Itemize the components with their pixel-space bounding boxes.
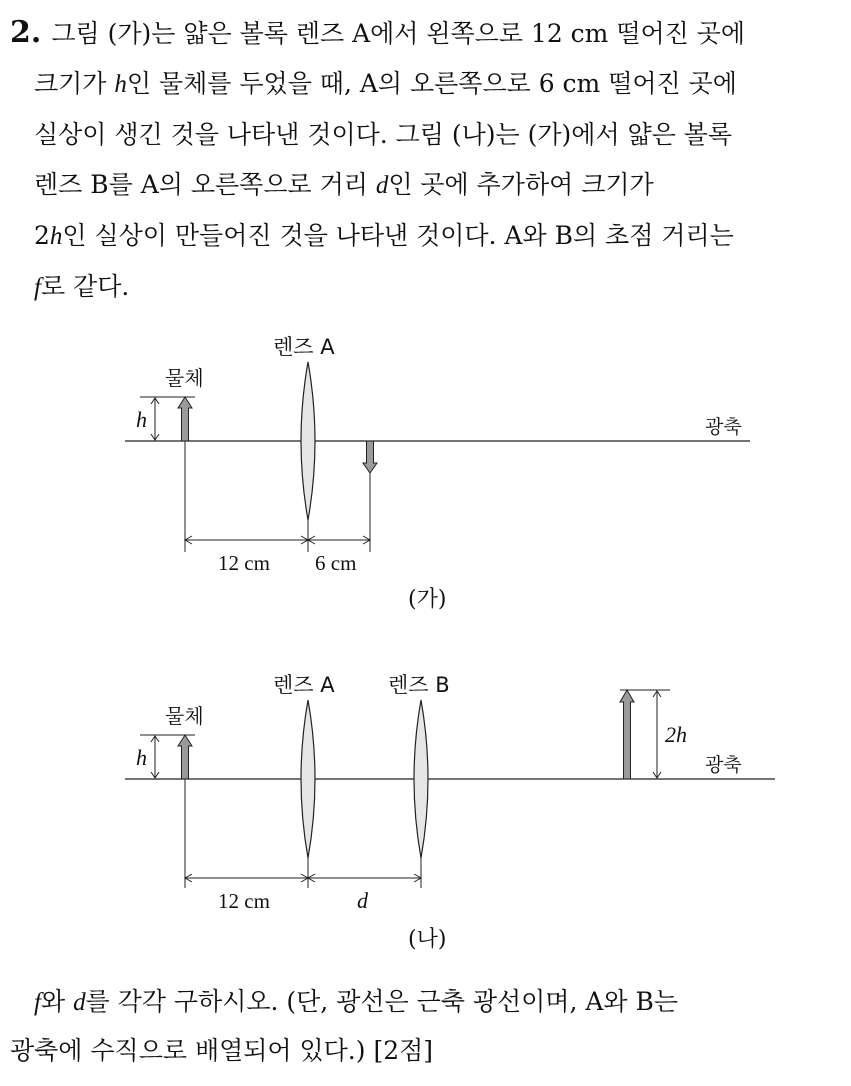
dim-label-12cm: 12 cm (218, 889, 270, 913)
dim-label-d: d (357, 888, 368, 913)
caption-ga: (가) (408, 587, 447, 612)
problem-number: 2. (10, 15, 42, 50)
lens-b (414, 700, 428, 858)
image-arrow (363, 441, 377, 473)
h-label: h (136, 745, 147, 770)
problem-line-5: 2h인 실상이 만들어진 것을 나타낸 것이다. A와 B의 초점 거리는 (34, 221, 734, 250)
lens-a-label: 렌즈 A (273, 673, 335, 697)
dim-label-12cm: 12 cm (218, 551, 270, 575)
problem-text (10, 8, 840, 313)
figure-ga (0, 320, 851, 620)
lens-a (301, 362, 315, 520)
question-text (10, 978, 840, 1075)
object-label: 물체 (165, 704, 204, 728)
dim-label-6cm: 6 cm (315, 551, 357, 575)
object-arrow (178, 397, 192, 441)
lens-a (301, 700, 315, 858)
lens-a-label: 렌즈 A (273, 335, 335, 359)
question-line-1: f와 d를 각각 구하시오. (단, 광선은 근축 광선이며, A와 B는 (34, 987, 679, 1016)
figure-na (0, 660, 851, 960)
caption-na: (나) (408, 927, 447, 952)
problem-line-3: 실상이 생긴 것을 나타낸 것이다. 그림 (나)는 (가)에서 얇은 볼록 (34, 120, 733, 149)
problem-line-1: 2. 그림 (가)는 얇은 볼록 렌즈 A에서 왼쪽으로 12 cm 떨어진 곳에 (10, 15, 746, 50)
object-arrow (178, 735, 192, 779)
image-arrow-2h (620, 690, 634, 779)
axis-label: 광축 (705, 416, 742, 438)
question-line-2: 광축에 수직으로 배열되어 있다.) [2점] (10, 1036, 434, 1065)
problem-line-4: 렌즈 B를 A의 오른쪽으로 거리 d인 곳에 추가하여 크기가 (34, 170, 654, 199)
lens-b-label: 렌즈 B (388, 673, 450, 697)
h-label: h (136, 407, 147, 432)
problem-line-6: f로 같다. (34, 272, 130, 301)
axis-label: 광축 (705, 754, 742, 776)
2h-label: 2h (665, 722, 687, 747)
problem-line-2: 크기가 h인 물체를 두었을 때, A의 오른쪽으로 6 cm 떨어진 곳에 (34, 69, 737, 98)
object-label: 물체 (165, 366, 204, 390)
